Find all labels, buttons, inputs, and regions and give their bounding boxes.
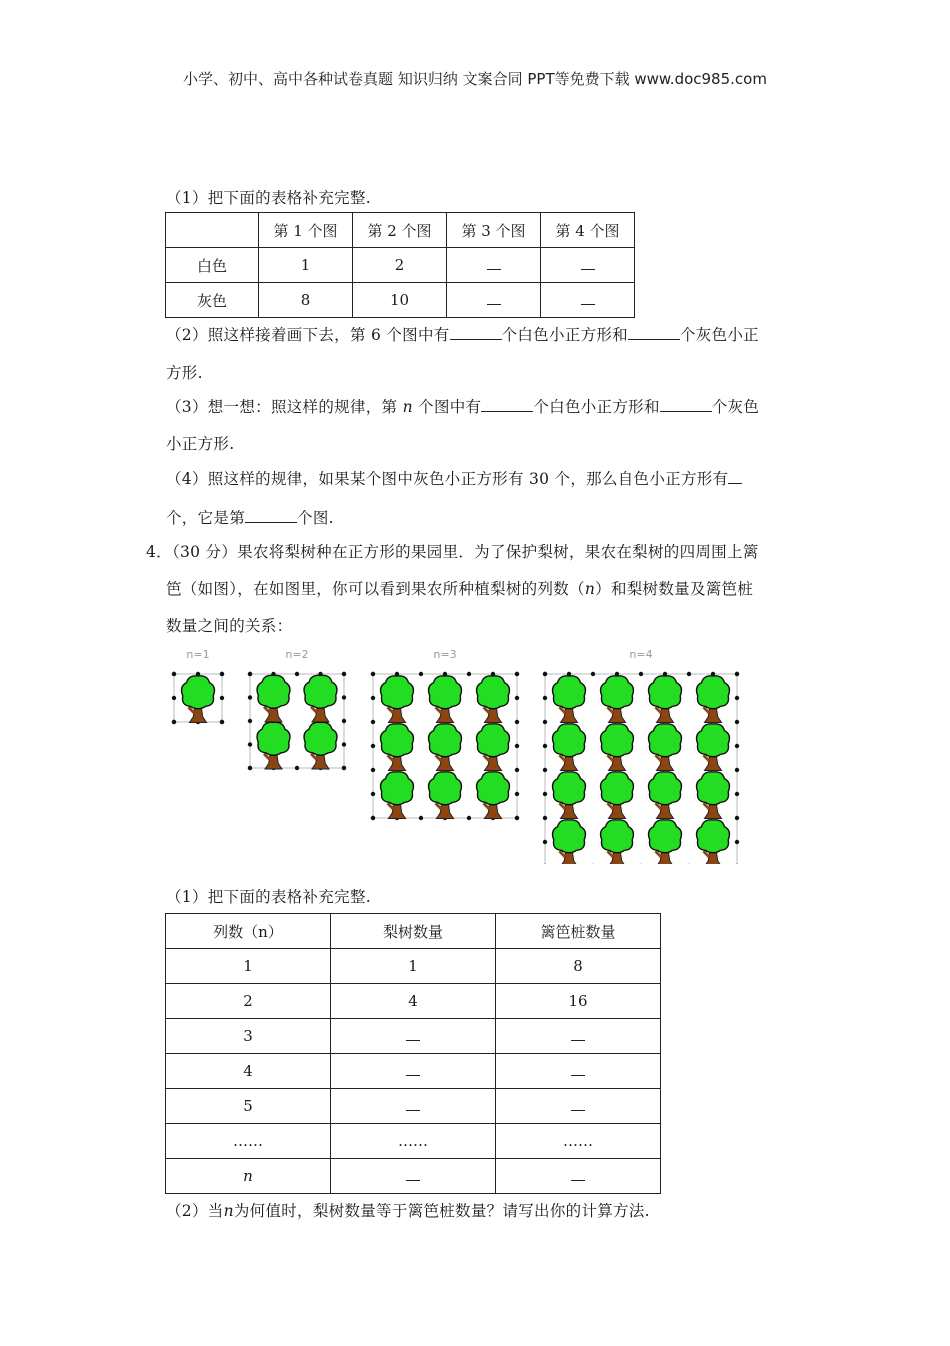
q4-cell: …… <box>331 1124 496 1159</box>
q4-blank-cell[interactable] <box>331 1019 496 1054</box>
q4-table-row <box>166 984 661 1019</box>
fence-post <box>371 696 375 700</box>
pear-tree-icon <box>477 676 510 723</box>
pear-tree-icon <box>697 724 730 771</box>
fence-post <box>735 744 739 748</box>
q3-blank-cell[interactable] <box>447 248 541 283</box>
figure-label: n=1 <box>186 648 210 661</box>
fence-post <box>543 744 547 748</box>
fence-post <box>419 816 423 820</box>
q3-part2-line1: （2）照这样接着画下去，第 6 个图中有 个白色小正方形和 个灰色小正 <box>166 326 759 344</box>
fence-post <box>371 672 375 676</box>
figure-label: n=2 <box>285 648 309 661</box>
fence-post <box>639 672 643 676</box>
q3-header-fig2: 第 2 个图 <box>353 213 447 248</box>
q3-cell: 1 <box>259 248 353 283</box>
fence-post <box>543 840 547 844</box>
q4-statement-line3: 数量之间的关系： <box>166 617 293 635</box>
pear-tree-icon <box>553 772 586 819</box>
pear-tree-icon <box>429 676 462 723</box>
q4-table-row <box>166 1089 661 1124</box>
orchard-figure-n2 <box>248 648 346 770</box>
fence-post <box>248 695 252 699</box>
q4-blank-cell[interactable] <box>496 1159 661 1194</box>
q3-part3-line2: 小正方形. <box>166 435 235 453</box>
fence-post <box>515 816 519 820</box>
q4-cell: 3 <box>166 1019 331 1054</box>
q3-blank-cell[interactable] <box>447 283 541 318</box>
answer-blank[interactable] <box>481 397 533 412</box>
q4-blank-cell[interactable] <box>331 1159 496 1194</box>
q3-header-fig1: 第 1 个图 <box>259 213 353 248</box>
fence-post <box>515 696 519 700</box>
fence-post <box>342 695 346 699</box>
q3-cell: 8 <box>259 283 353 318</box>
q3-header-fig3: 第 3 个图 <box>447 213 541 248</box>
pear-tree-icon <box>304 722 337 769</box>
fence-post <box>515 672 519 676</box>
fence-post <box>342 742 346 746</box>
pear-tree-icon <box>601 676 634 723</box>
fence-post <box>172 696 176 700</box>
fence-post <box>515 744 519 748</box>
q4-cell: 16 <box>496 984 661 1019</box>
fence-post <box>591 672 595 676</box>
fence-post <box>172 720 176 724</box>
q3-row-gray-label: 灰色 <box>166 283 259 318</box>
pear-tree-icon <box>649 724 682 771</box>
q4-cell: 4 <box>331 984 496 1019</box>
fence-post <box>248 742 252 746</box>
pear-tree-icon <box>477 724 510 771</box>
q4-blank-cell[interactable] <box>496 1019 661 1054</box>
fence-post <box>543 696 547 700</box>
fence-post <box>371 816 375 820</box>
fence-post <box>735 768 739 772</box>
pear-tree-icon <box>553 820 586 864</box>
q3-part1-prompt: （1）把下面的表格补充完整. <box>166 189 371 207</box>
q4-blank-cell[interactable] <box>496 1089 661 1124</box>
fence-post <box>295 672 299 676</box>
q4-statement-line1: 4．（30 分）果农将梨树种在正方形的果园里．为了保护梨树，果农在梨树的四周围上篱 <box>146 543 759 561</box>
q4-statement-line2: 笆（如图），在如图里，你可以看到果农所种植梨树的列数（n）和梨树数量及篱笆桩 <box>166 580 754 598</box>
fence-post <box>220 720 224 724</box>
pear-tree-icon <box>381 724 414 771</box>
q4-part1-prompt: （1）把下面的表格补充完整. <box>166 888 371 906</box>
fence-post <box>371 792 375 796</box>
fence-post <box>735 840 739 844</box>
fence-post <box>342 672 346 676</box>
fence-post <box>419 672 423 676</box>
pear-tree-icon <box>697 820 730 864</box>
q4-table-row <box>166 949 661 984</box>
q4-cell: n <box>166 1159 331 1194</box>
fence-post <box>371 768 375 772</box>
fence-post <box>735 816 739 820</box>
fence-post <box>515 720 519 724</box>
fence-post <box>735 720 739 724</box>
fence-post <box>735 792 739 796</box>
fence-post <box>543 768 547 772</box>
answer-blank[interactable] <box>245 508 297 523</box>
fence-post <box>172 672 176 676</box>
q3-part4-line1: （4）照这样的规律，如果某个图中灰色小正方形有 30 个，那么自色小正方形有 <box>166 467 742 489</box>
q4-cell: 4 <box>166 1054 331 1089</box>
page-header: 小学、初中、高中各种试卷真题 知识归纳 文案合同 PPT等免费下载 www.doc985.com <box>183 70 767 88</box>
pear-tree-icon <box>601 724 634 771</box>
q3-part2-line2: 方形. <box>166 364 203 382</box>
q4-header-trees: 梨树数量 <box>331 914 496 949</box>
fence-post <box>543 672 547 676</box>
pear-tree-icon <box>697 676 730 723</box>
pear-tree-icon <box>381 772 414 819</box>
pear-tree-icon <box>601 772 634 819</box>
fence-post <box>515 768 519 772</box>
q4-cell: 1 <box>331 949 496 984</box>
q4-blank-cell[interactable] <box>496 1054 661 1089</box>
fence-post <box>295 766 299 770</box>
fence-post <box>248 719 252 723</box>
pear-tree-icon <box>553 676 586 723</box>
answer-blank[interactable] <box>728 469 742 484</box>
fence-post <box>515 792 519 796</box>
q3-row-white-label: 白色 <box>166 248 259 283</box>
fence-post <box>248 766 252 770</box>
answer-blank[interactable] <box>660 397 712 412</box>
figure-label: n=3 <box>433 648 457 661</box>
fence-post <box>467 672 471 676</box>
q3-blank-cell[interactable] <box>541 248 635 283</box>
fence-post <box>248 672 252 676</box>
pear-tree-icon <box>697 772 730 819</box>
pear-tree-icon <box>182 676 215 723</box>
q3-part4-line2: 个，它是第 个图. <box>166 509 334 527</box>
fence-post <box>342 766 346 770</box>
q4-table-row <box>166 1159 661 1194</box>
q4-cell: …… <box>166 1124 331 1159</box>
pear-tree-icon <box>553 724 586 771</box>
q4-header-columns: 列数（n） <box>166 914 331 949</box>
q3-cell: 10 <box>353 283 447 318</box>
fence-post <box>371 744 375 748</box>
q3-blank-cell[interactable] <box>541 283 635 318</box>
q3-part3-line1: （3）想一想：照这样的规律，第 n 个图中有 个白色小正方形和 个灰色 <box>166 398 760 416</box>
q4-blank-cell[interactable] <box>331 1089 496 1124</box>
orchard-figure-n4 <box>543 648 739 864</box>
fence-post <box>735 672 739 676</box>
pear-tree-icon <box>649 676 682 723</box>
figure-label: n=4 <box>629 648 653 661</box>
q4-cell: 1 <box>166 949 331 984</box>
q4-header-posts: 篱笆桩数量 <box>496 914 661 949</box>
fence-post <box>220 696 224 700</box>
q3-header-fig4: 第 4 个图 <box>541 213 635 248</box>
pear-tree-icon <box>304 675 337 722</box>
q4-table-row <box>166 1019 661 1054</box>
fence-post <box>467 816 471 820</box>
fence-post <box>735 696 739 700</box>
pear-tree-icon <box>649 820 682 864</box>
pear-tree-icon <box>257 675 290 722</box>
q3-cell: 2 <box>353 248 447 283</box>
orchard-figure-n3 <box>371 648 519 820</box>
pear-tree-icon <box>601 820 634 864</box>
fence-post <box>342 719 346 723</box>
q3-header-empty <box>166 213 259 248</box>
q4-cell: 5 <box>166 1089 331 1124</box>
pear-tree-icon <box>381 676 414 723</box>
orchard-figure-n1 <box>172 648 224 724</box>
pear-tree-icon <box>477 772 510 819</box>
pear-tree-icon <box>649 772 682 819</box>
q3-table <box>165 212 635 318</box>
fence-post <box>543 816 547 820</box>
pear-tree-icon <box>257 722 290 769</box>
orchard-figures <box>170 644 750 864</box>
q4-part2-prompt: （2）当n为何值时，梨树数量等于篱笆桩数量？请写出你的计算方法. <box>166 1202 650 1220</box>
fence-post <box>543 792 547 796</box>
fence-post <box>371 720 375 724</box>
answer-blank[interactable] <box>628 325 680 340</box>
pear-tree-icon <box>429 724 462 771</box>
pear-tree-icon <box>429 772 462 819</box>
q4-cell: 2 <box>166 984 331 1019</box>
q4-cell: 8 <box>496 949 661 984</box>
q4-blank-cell[interactable] <box>331 1054 496 1089</box>
fence-post <box>687 672 691 676</box>
q4-table <box>165 913 661 1194</box>
fence-post <box>220 672 224 676</box>
q4-table-row <box>166 1054 661 1089</box>
q4-table-row <box>166 1124 661 1159</box>
answer-blank[interactable] <box>450 325 502 340</box>
q4-cell: …… <box>496 1124 661 1159</box>
fence-post <box>543 720 547 724</box>
